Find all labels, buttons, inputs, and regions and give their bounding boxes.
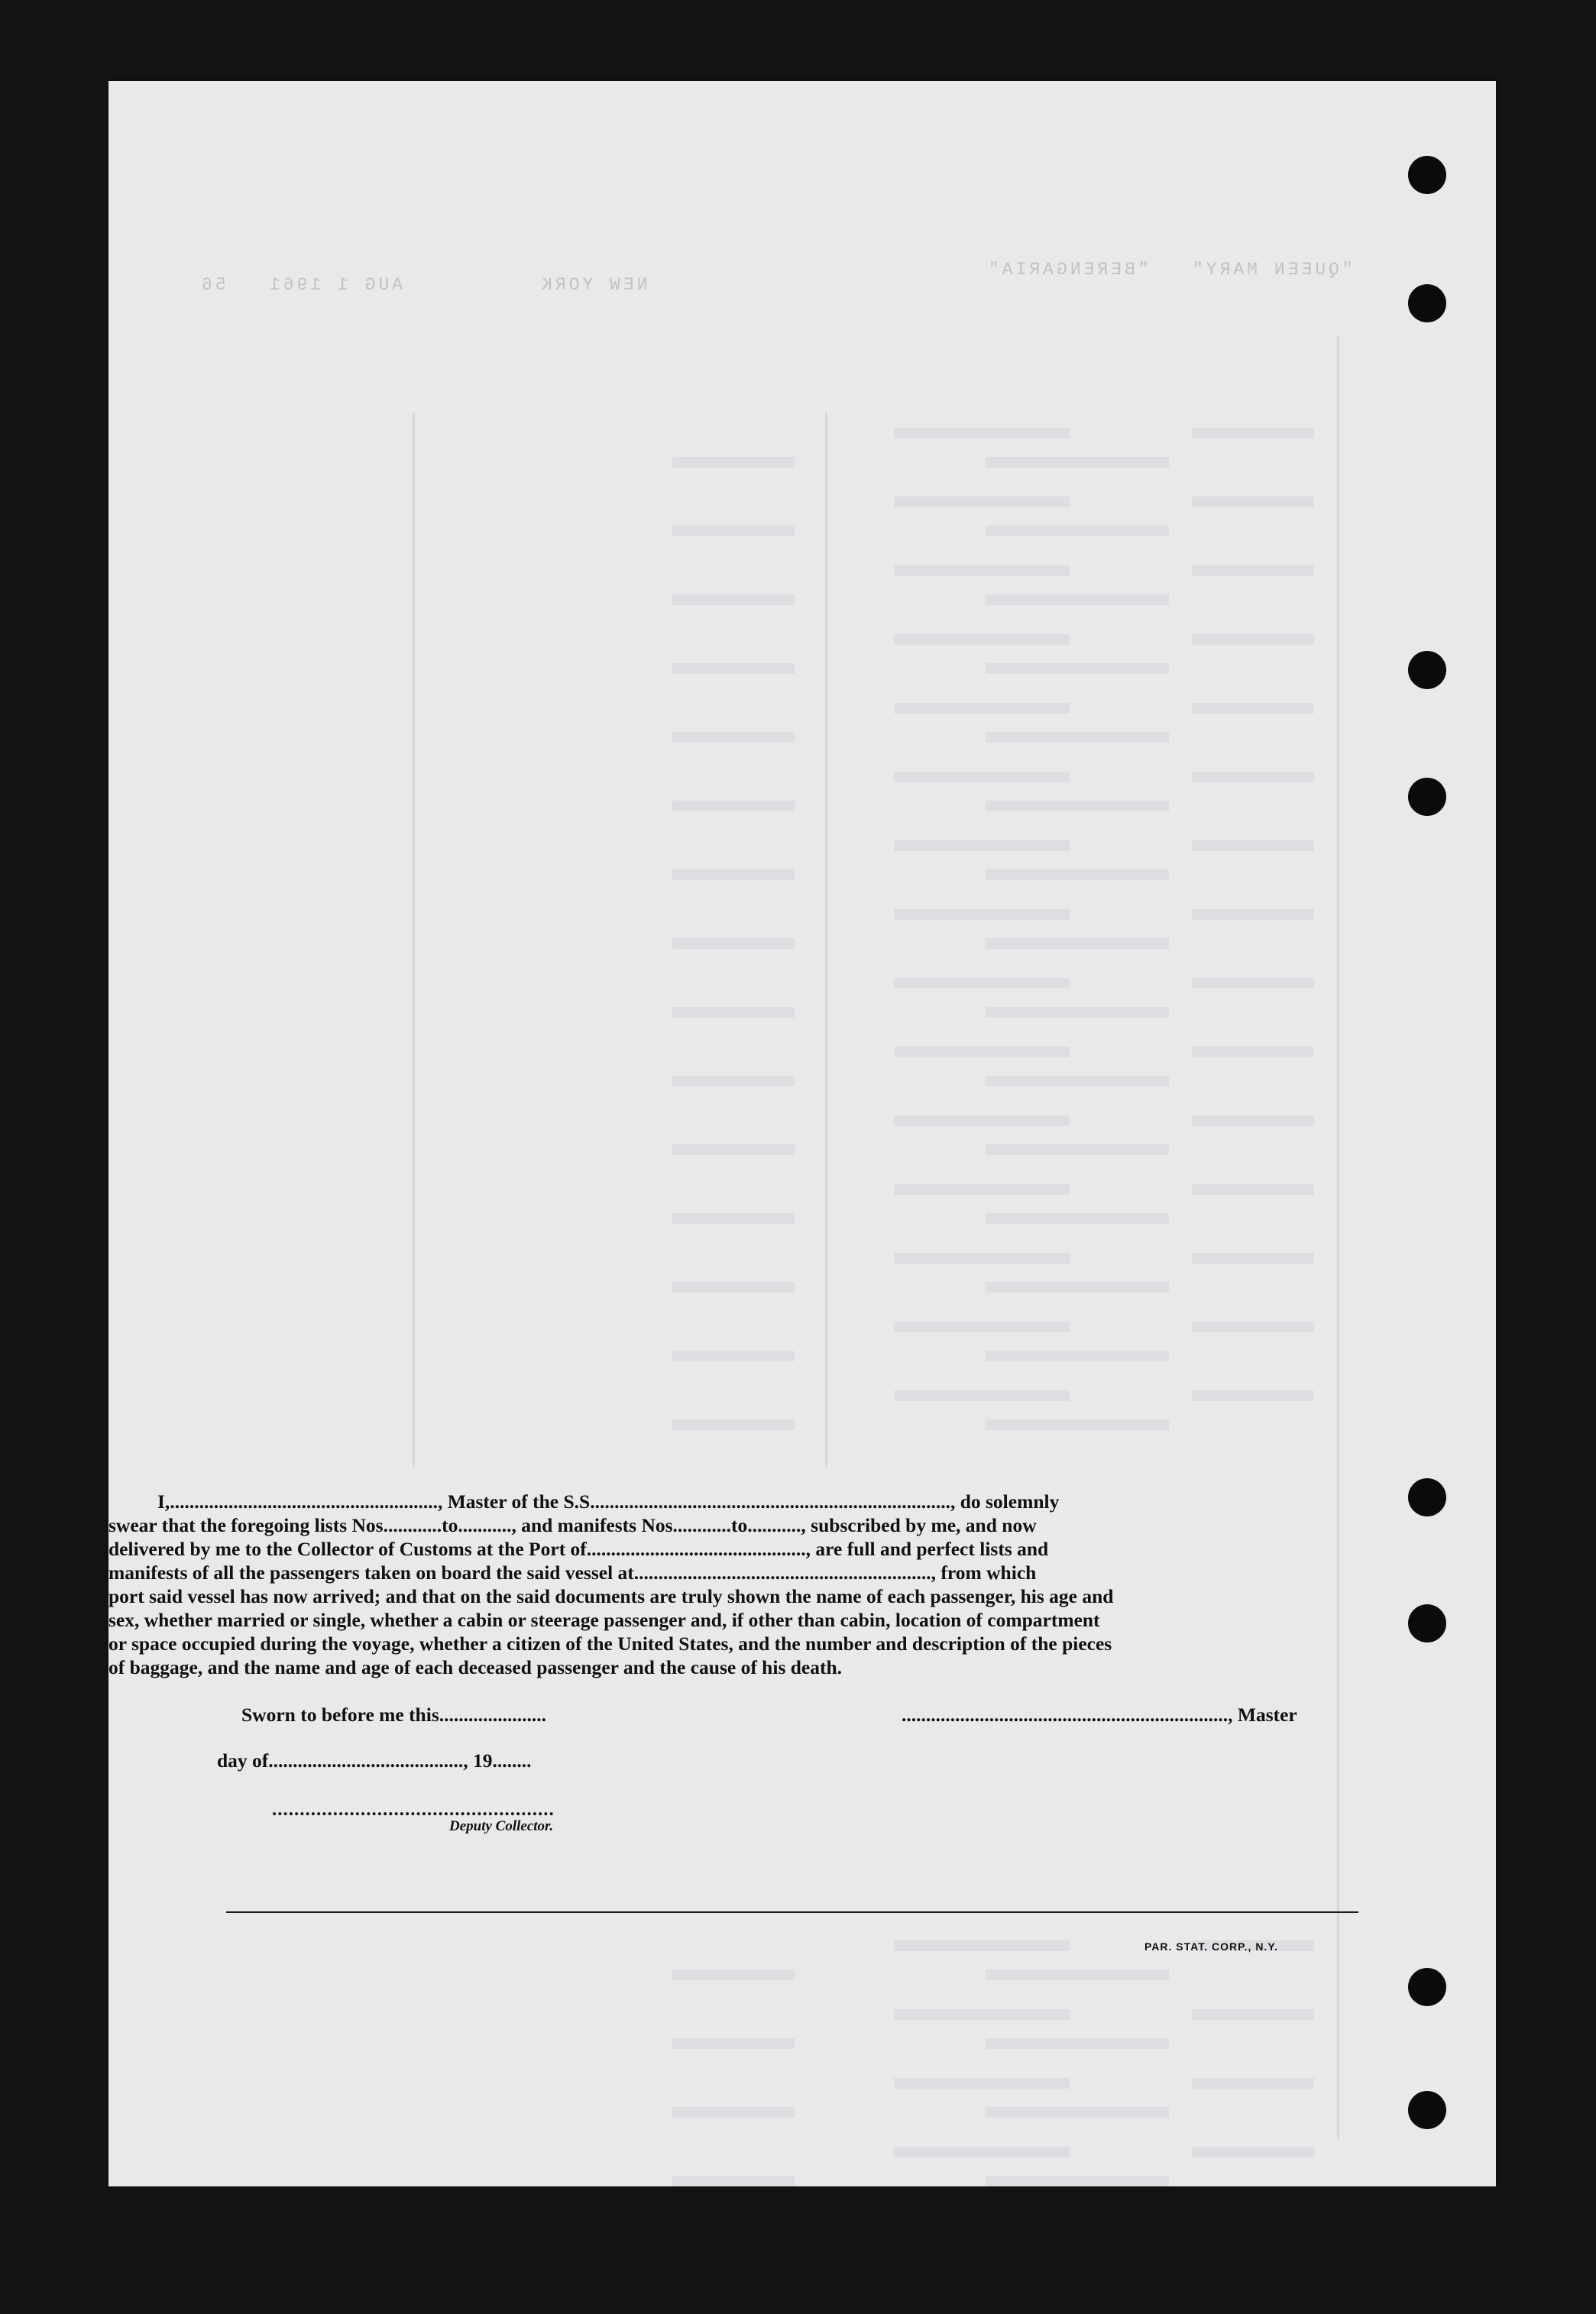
sworn-line: Sworn to before me this...................... [241,1704,546,1726]
oath-line-1: I,......................................................., Master of the S.S.........................................................................., do solemnly [157,1490,1060,1513]
bleed-through-mark [986,1969,1169,1980]
bleed-through-mark [1192,565,1314,576]
master-oath [108,1490,1369,1679]
bleed-through-text: NEW YORK AUG 1 1961 56 [199,275,648,295]
bleed-through-mark [672,1351,795,1361]
bleed-through-mark [1192,2009,1314,2020]
bleed-through-mark [894,1184,1070,1195]
bleed-through-mark [1192,2078,1314,2089]
bleed-through-mark [894,2147,1070,2157]
printer-mark: PAR. STAT. CORP., N.Y. [1144,1940,1278,1953]
binder-hole [1408,284,1446,322]
bleed-through-mark [1192,428,1314,439]
bleed-through-mark [894,1253,1070,1264]
bleed-through-mark [1192,1390,1314,1401]
bleed-through-mark [894,1047,1070,1057]
bleed-through-mark [1192,978,1314,989]
bleed-through-mark [894,909,1070,920]
bleed-through-mark [672,1213,795,1224]
bleed-through-rule [413,413,415,1467]
bleed-through-mark [1192,1253,1314,1264]
bleed-through-mark [986,457,1169,468]
bleed-through-mark [672,1076,795,1086]
bleed-through-mark [986,938,1169,949]
bleed-through-rule [1337,336,1339,2139]
bleed-through-text: "QUEEN MARY" "BERENGARIA" [986,260,1353,280]
bleed-through-mark [1192,1115,1314,1126]
bleed-through-mark [986,801,1169,811]
bleed-through-mark [1192,1047,1314,1057]
bleed-through-mark [986,526,1169,536]
bleed-through-mark [894,1940,1070,1951]
bleed-through-mark [672,457,795,468]
bleed-through-mark [986,732,1169,743]
bleed-through-mark [894,703,1070,714]
bleed-through-mark [986,2176,1169,2186]
bleed-through-mark [986,1007,1169,1018]
bleed-through-mark [1192,634,1314,645]
oath-line-8: of baggage, and the name and age of each deceased passenger and the cause of his death. [108,1656,843,1678]
bleed-through-mark [672,2038,795,2049]
bleed-through-mark [894,1115,1070,1126]
bleed-through-mark [894,497,1070,507]
oath-line-2: swear that the foregoing lists Nos............to..........., and manifests Nos............to..........., subscribed by me, and now [108,1514,1037,1536]
deputy-collector-label: Deputy Collector. [449,1818,554,1834]
bleed-through-mark [986,2107,1169,2118]
oath-line-7: or space occupied during the voyage, whether a citizen of the United States, and the number and description of the pieces [108,1633,1112,1655]
bleed-through-mark [672,801,795,811]
bleed-through-mark [986,1419,1169,1430]
bleed-through-mark [672,732,795,743]
bleed-through-rule [825,413,827,1467]
bleed-through-mark [894,2078,1070,2089]
bleed-through-mark [672,1969,795,1980]
bleed-through-mark [672,2107,795,2118]
bleed-through-mark [894,978,1070,989]
bleed-through-mark [894,840,1070,851]
bleed-through-mark [672,1007,795,1018]
bleed-through-mark [986,1076,1169,1086]
bleed-through-mark [894,2009,1070,2020]
bleed-through-mark [986,1351,1169,1361]
bleed-through-mark [986,1144,1169,1155]
bleed-through-mark [1192,909,1314,920]
bleed-through-mark [894,772,1070,782]
bleed-through-mark [1192,772,1314,782]
oath-line-4: manifests of all the passengers taken on board the said vessel at............................................................., from which [108,1562,1037,1584]
bleed-through-mark [986,2038,1169,2049]
bleed-through-mark [986,1213,1169,1224]
bleed-through-mark [1192,2147,1314,2157]
bleed-through-mark [672,526,795,536]
bleed-through-mark [1192,840,1314,851]
binder-hole [1408,778,1446,816]
bleed-through-mark [1192,1184,1314,1195]
bleed-through-mark [986,1282,1169,1293]
bleed-through-mark [1192,1322,1314,1332]
bleed-through-mark [672,594,795,605]
bleed-through-mark [986,869,1169,880]
master-signature-line: ..................................................................., Master [902,1704,1297,1726]
bleed-through-mark [894,1322,1070,1332]
bleed-through-mark [986,594,1169,605]
binder-hole [1408,1968,1446,2006]
bleed-through-mark [672,1282,795,1293]
document-page [108,81,1496,2186]
binder-hole [1408,1478,1446,1516]
bleed-through-mark [672,938,795,949]
bleed-through-mark [672,1144,795,1155]
deputy-signature-line: ................................................... [272,1799,555,1820]
bleed-through-mark [1192,703,1314,714]
bleed-through-mark [894,1390,1070,1401]
bottom-rule [226,1911,1358,1913]
bleed-through-mark [986,663,1169,674]
binder-hole [1408,651,1446,689]
oath-line-5: port said vessel has now arrived; and that on the said documents are truly shown the name of each passenger, his age and [108,1585,1114,1607]
oath-line-6: sex, whether married or single, whether a cabin or steerage passenger and, if other than cabin, location of compartment [108,1609,1100,1631]
binder-hole [1408,1604,1446,1642]
bleed-through-mark [1192,497,1314,507]
bleed-through-mark [672,2176,795,2186]
bleed-through-mark [894,428,1070,439]
bleed-through-mark [672,869,795,880]
bleed-through-mark [894,634,1070,645]
bleed-through-mark [894,565,1070,576]
binder-hole [1408,156,1446,194]
bleed-through-mark [672,1419,795,1430]
day-of-line: day of........................................, 19........ [217,1749,532,1772]
binder-hole [1408,2091,1446,2129]
oath-line-3: delivered by me to the Collector of Customs at the Port of............................................., are full and perfect lists and [108,1538,1049,1560]
bleed-through-mark [672,663,795,674]
